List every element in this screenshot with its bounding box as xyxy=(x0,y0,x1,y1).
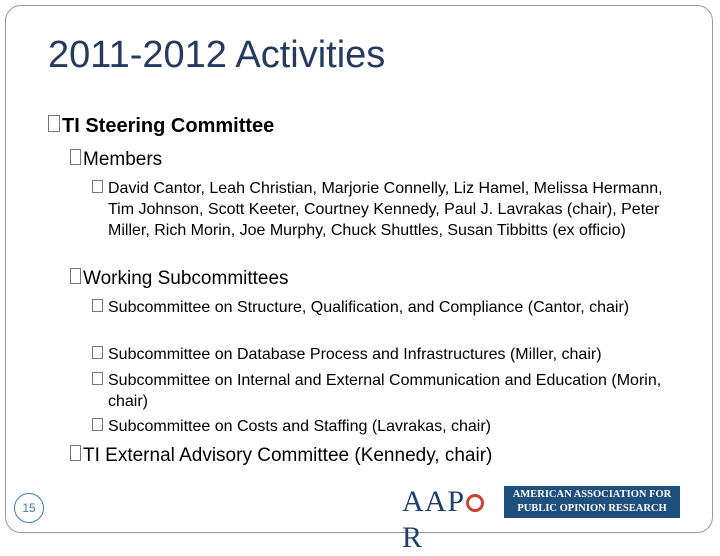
logo-word-a: AAP xyxy=(402,485,466,518)
bullet-box-icon xyxy=(92,346,103,359)
subcommittee-text: Subcommittee on Structure, Qualification, and Compliance (Cantor, chair) xyxy=(108,299,630,316)
subcommittee-item xyxy=(92,344,692,365)
members-label: Members xyxy=(83,149,163,170)
bullet-steering-committee xyxy=(48,115,274,138)
bullet-members xyxy=(70,149,162,171)
logo-word-b: R xyxy=(402,521,424,554)
aapor-logo xyxy=(402,484,682,554)
bullet-box-icon xyxy=(70,445,81,461)
aapor-wordmark xyxy=(402,484,498,554)
logo-name-box xyxy=(504,486,680,518)
page-number: 15 xyxy=(14,493,44,523)
bullet-advisory-committee xyxy=(70,445,492,467)
slide-title: 2011-2012 Activities xyxy=(48,34,386,76)
logo-box-line2: PUBLIC OPINION RESEARCH xyxy=(517,503,667,514)
subcommittee-text: Subcommittee on Internal and External Communication and Education (Morin, chair) xyxy=(108,372,662,410)
bullet-box-icon xyxy=(48,115,60,132)
bullet-working-subcommittees xyxy=(70,268,289,290)
bullet-box-icon xyxy=(92,418,103,431)
bullet-box-icon xyxy=(92,372,103,385)
advisory-committee-label: TI External Advisory Committee (Kennedy, chair) xyxy=(83,445,493,466)
subcommittee-item xyxy=(92,416,692,437)
subcommittee-text: Subcommittee on Costs and Staffing (Lavrakas, chair) xyxy=(108,418,491,435)
bullet-box-icon xyxy=(70,268,81,284)
bullet-box-icon xyxy=(92,180,103,193)
subcommittee-item xyxy=(92,297,692,318)
members-list-item xyxy=(92,178,692,241)
subcommittee-text: Subcommittee on Database Process and Infrastructures (Miller, chair) xyxy=(108,346,602,363)
logo-box-line1: AMERICAN ASSOCIATION FOR xyxy=(512,489,672,500)
members-list-text: David Cantor, Leah Christian, Marjorie Connelly, Liz Hamel, Melissa Hermann, Tim Johnson, Scott Keeter, Courtney Kennedy, Paul J. Lavrakas (chair), Peter Miller, Rich Morin, Joe Murphy, Chuck Shuttles, Susan Tibbitts (ex officio) xyxy=(108,180,663,239)
working-subcommittees-label: Working Subcommittees xyxy=(83,268,289,289)
logo-ring-icon xyxy=(466,494,484,512)
bullet-box-icon xyxy=(92,299,103,312)
steering-committee-label: TI Steering Committee xyxy=(62,115,275,137)
bullet-box-icon xyxy=(70,149,81,165)
subcommittee-item xyxy=(92,370,692,412)
